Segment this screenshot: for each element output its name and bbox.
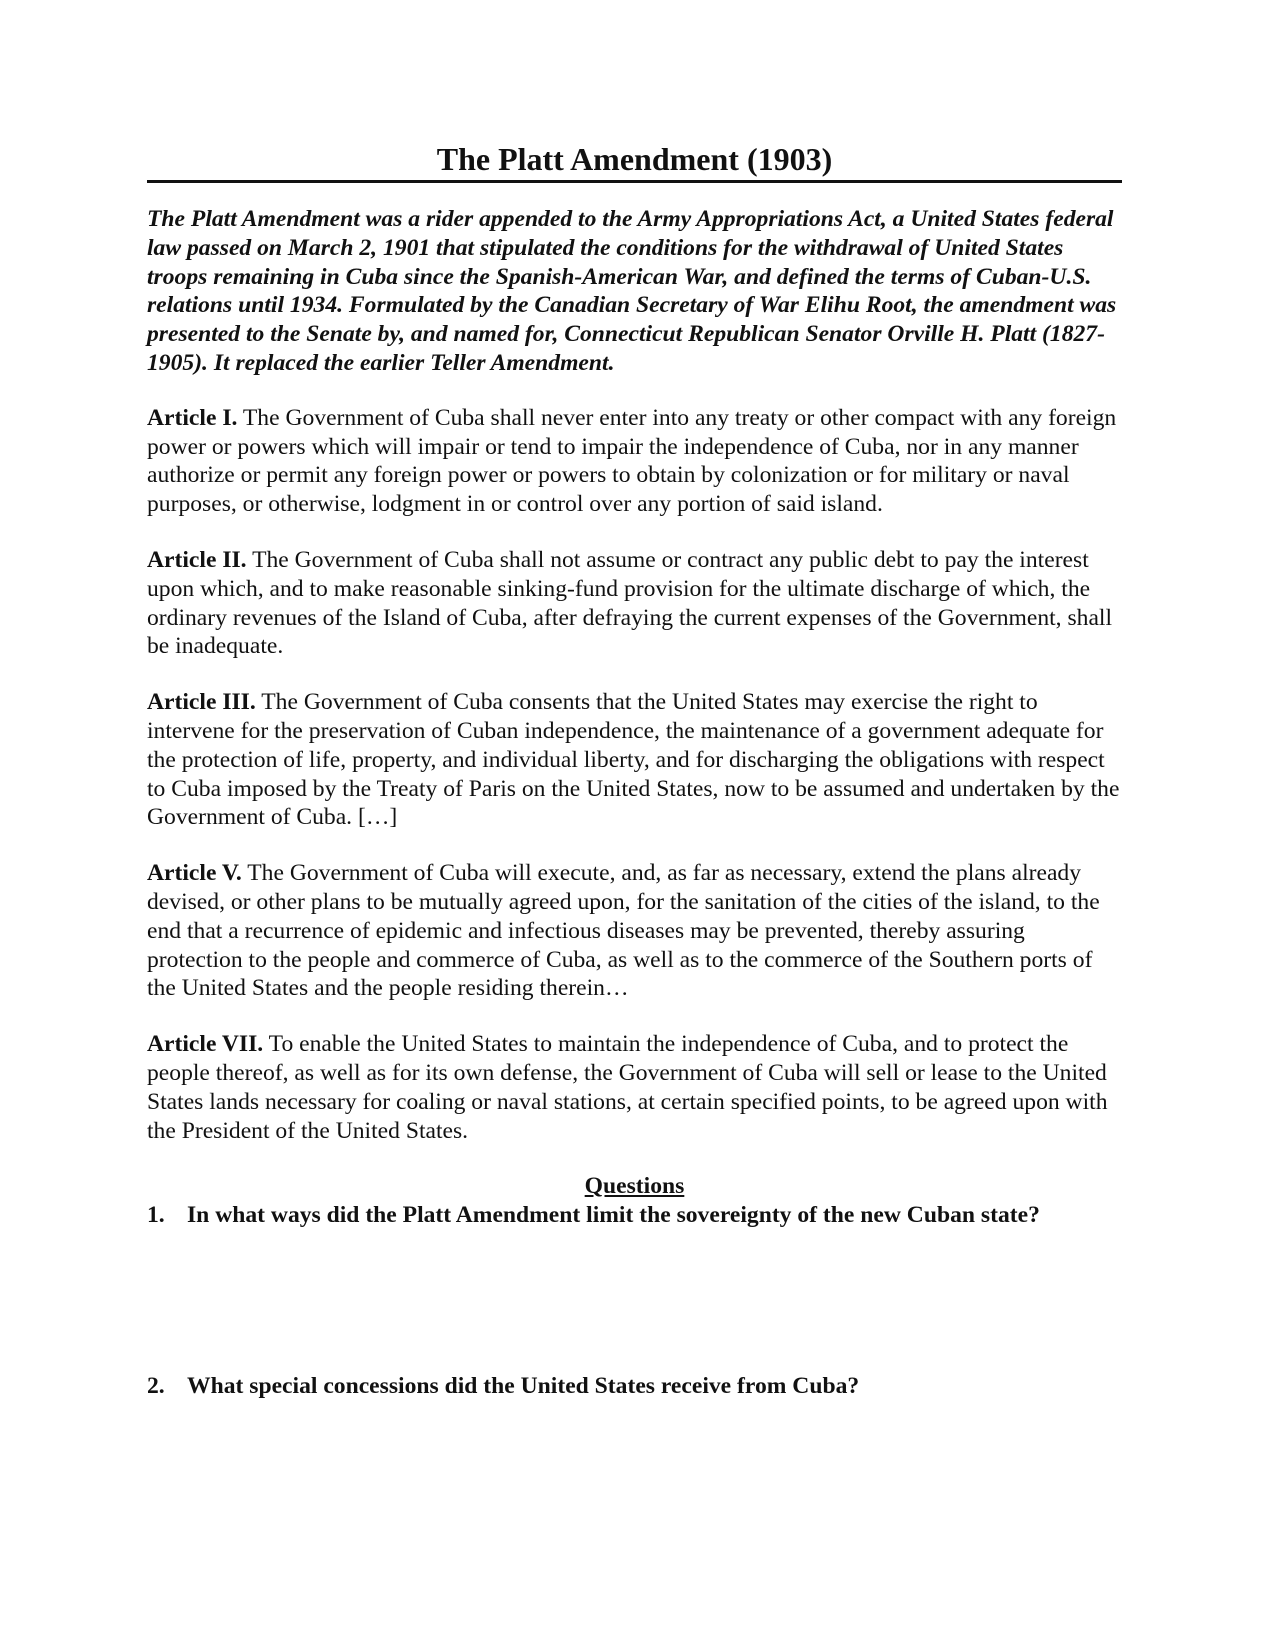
question-text: What special concessions did the United States receive from Cuba? — [187, 1372, 860, 1399]
question-number: 1. — [147, 1202, 165, 1229]
questions-heading: Questions — [584, 1173, 685, 1200]
article-label: Article VII. — [147, 1031, 264, 1058]
article-label: Article III. — [147, 689, 256, 716]
article-text: The Government of Cuba shall not assume or contract any public debt to pay the interest upon which, and to make reasonable sinking-fund provision for the ultimate discharge of which, the ordinary revenues of the Island of Cuba, after defraying the current expenses of the Government, shall be inadequate. — [147, 546, 1113, 660]
article-label: Article V. — [147, 860, 242, 887]
article-text: The Government of Cuba consents that the United States may exercise the right to intervene for the preservation of Cuban independence, the maintenance of a government adequate for the protection of life, property, and individual liberty, and for discharging the obligations with respect to Cuba imposed by the Treaty of Paris on the United States, now to be assumed and undertaken by the Government of Cuba. […] — [147, 689, 1120, 831]
article-3 — [147, 688, 1122, 832]
question-2 — [147, 1372, 1122, 1401]
article-label: Article I. — [147, 404, 238, 431]
article-1 — [147, 404, 1122, 519]
article-label: Article II. — [147, 546, 247, 573]
article-5 — [147, 859, 1122, 1003]
question-number: 2. — [147, 1372, 165, 1399]
article-text: To enable the United States to maintain the independence of Cuba, and to protect the people thereof, as well as for its own defense, the Government of Cuba will sell or lease to the United States lands necessary for coaling or naval stations, at certain specified points, to be agreed upon with the President of the United States. — [147, 1031, 1108, 1144]
question-1 — [147, 1201, 1122, 1230]
intro-paragraph: The Platt Amendment was a rider appended to the Army Appropriations Act, a United States federal law passed on March 2, 1901 that stipulated the conditions for the withdrawal of United States troops remaining in Cuba since the Spanish-American War, and defined the terms of Cuban-U.S. relations until 1934. Formulated by the Canadian Secretary of War Elihu Root, the amendment was presented to the Senate by, and named for, Connecticut Republican Senator Orville H. Platt (1827-1905). It replaced the earlier Teller Amendment. — [147, 206, 1117, 376]
article-text: The Government of Cuba shall never enter into any treaty or other compact with any foreign power or powers which will impair or tend to impair the independence of Cuba, nor in any manner authorize or permit any foreign power or powers to obtain by colonization or for military or naval purposes, or otherwise, lodgment in or control over any portion of said island. — [147, 404, 1117, 518]
document-title: The Platt Amendment (1903) — [436, 141, 833, 177]
article-7 — [147, 1030, 1122, 1145]
question-text: In what ways did the Platt Amendment limit the sovereignty of the new Cuban state? — [187, 1202, 1040, 1229]
document-page — [147, 140, 1122, 1401]
article-2 — [147, 546, 1122, 661]
title-underline-rule — [147, 180, 1122, 183]
article-text: The Government of Cuba will execute, and, as far as necessary, extend the plans already devised, or other plans to be mutually agreed upon, for the sanitation of the cities of the island, to the end that a recurrence of epidemic and infectious diseases may be prevented, thereby assuring protection to the people and commerce of Cuba, as well as to the commerce of the Southern ports of the United States and the people residing therein… — [147, 860, 1100, 1002]
